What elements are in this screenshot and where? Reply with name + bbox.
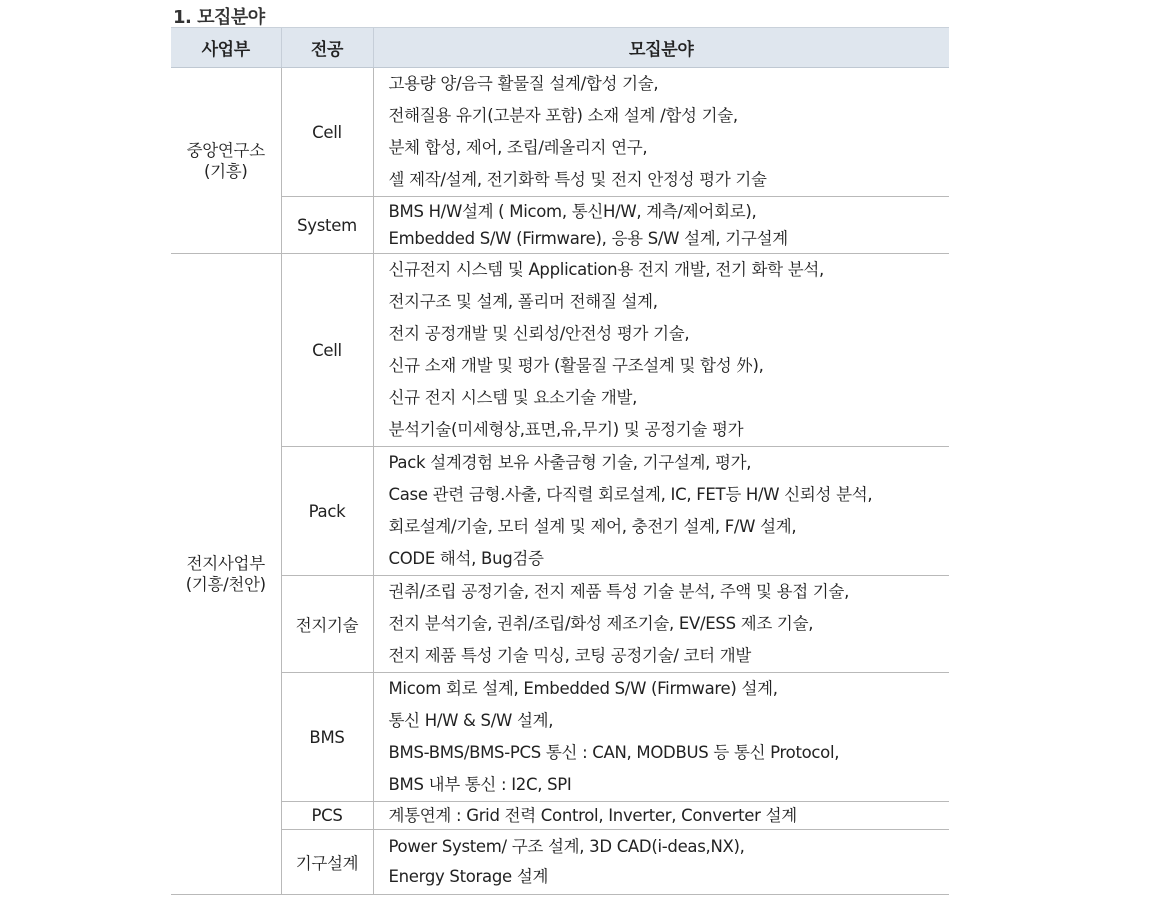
fields-cell: [373, 802, 949, 830]
table-row: [171, 68, 949, 197]
field-line: 계통연계 : Grid 전력 Control, Inverter, Converter 설계: [388, 806, 797, 825]
field-line: Micom 회로 설계, Embedded S/W (Firmware) 설계,: [388, 679, 778, 698]
field-line: 전지 분석기술, 권취/조립/화성 제조기술, EV/ESS 제조 기술,: [388, 614, 814, 633]
field-line: BMS-BMS/BMS-PCS 통신 : CAN, MODBUS 등 통신 Protocol,: [388, 743, 840, 762]
major-cell: BMS: [281, 673, 373, 802]
division-name: 전지사업부: [186, 554, 265, 573]
fields-cell: [373, 68, 949, 197]
table-header-row: [171, 28, 949, 68]
major-cell: PCS: [281, 802, 373, 830]
field-line: 권취/조립 공정기술, 전지 제품 특성 기술 분석, 주액 및 용접 기술,: [388, 582, 850, 601]
table-row: [171, 802, 949, 830]
fields-cell: [373, 254, 949, 447]
fields-cell: [373, 447, 949, 576]
field-line: 전지 공정개발 및 신뢰성/안전성 평가 기술,: [388, 324, 690, 343]
table-row: [171, 197, 949, 254]
major-cell: Pack: [281, 447, 373, 576]
fields-cell: [373, 197, 949, 254]
field-line: 전지 제품 특성 기술 믹싱, 코팅 공정기술/ 코터 개발: [388, 646, 752, 665]
field-line: BMS H/W설계 ( Micom, 통신H/W, 계측/제어회로),: [388, 202, 757, 221]
division-cell: [171, 68, 281, 254]
field-line: CODE 해석, Bug검증: [388, 549, 544, 568]
recruitment-table: [171, 27, 949, 895]
table-row: [171, 254, 949, 447]
field-line: 전지구조 및 설계, 폴리머 전해질 설계,: [388, 292, 658, 311]
division-location: (기흥/천안): [185, 575, 266, 594]
division-location: (기흥): [203, 161, 248, 181]
major-cell: 전지기술: [281, 576, 373, 673]
field-line: 전해질용 유기(고분자 포함) 소재 설계 /합성 기술,: [388, 106, 738, 125]
field-line: 통신 H/W & S/W 설계,: [388, 711, 554, 730]
division-name: 중앙연구소: [186, 140, 265, 160]
major-cell: System: [281, 197, 373, 254]
division-cell: [171, 254, 281, 895]
field-line: Energy Storage 설계: [388, 867, 549, 886]
section-title: 1. 모집분야: [173, 7, 265, 28]
field-line: Case 관련 금형.사출, 다직렬 회로설계, IC, FET등 H/W 신뢰성 분석,: [388, 485, 873, 504]
field-line: Embedded S/W (Firmware), 응용 S/W 설계, 기구설계: [388, 229, 788, 248]
field-line: 회로설계/기술, 모터 설계 및 제어, 충전기 설계, F/W 설계,: [388, 517, 797, 536]
fields-cell: [373, 576, 949, 673]
fields-cell: [373, 673, 949, 802]
header-fields: 모집분야: [373, 28, 949, 68]
fields-cell: [373, 830, 949, 895]
field-line: 분체 합성, 제어, 조립/레올리지 연구,: [388, 138, 648, 157]
table-row: [171, 673, 949, 802]
field-line: 신규전지 시스템 및 Application용 전지 개발, 전기 화학 분석,: [388, 260, 824, 279]
field-line: 신규 소재 개발 및 평가 (활물질 구조설계 및 합성 外),: [388, 356, 764, 375]
field-line: 셀 제작/설계, 전기화학 특성 및 전지 안정성 평가 기술: [388, 170, 767, 189]
table-row: [171, 830, 949, 895]
major-cell: Cell: [281, 68, 373, 197]
field-line: Power System/ 구조 설계, 3D CAD(i-deas,NX),: [388, 837, 745, 856]
field-line: 신규 전지 시스템 및 요소기술 개발,: [388, 388, 638, 407]
field-line: BMS 내부 통신 : I2C, SPI: [388, 775, 572, 794]
major-cell: Cell: [281, 254, 373, 447]
header-division: 사업부: [171, 28, 281, 68]
field-line: 고용량 양/음극 활물질 설계/합성 기술,: [388, 74, 659, 93]
field-line: Pack 설계경험 보유 사출금형 기술, 기구설계, 평가,: [388, 453, 752, 472]
field-line: 분석기술(미세형상,표면,유,무기) 및 공정기술 평가: [388, 420, 744, 439]
major-cell: 기구설계: [281, 830, 373, 895]
table-row: [171, 576, 949, 673]
table-row: [171, 447, 949, 576]
header-major: 전공: [281, 28, 373, 68]
